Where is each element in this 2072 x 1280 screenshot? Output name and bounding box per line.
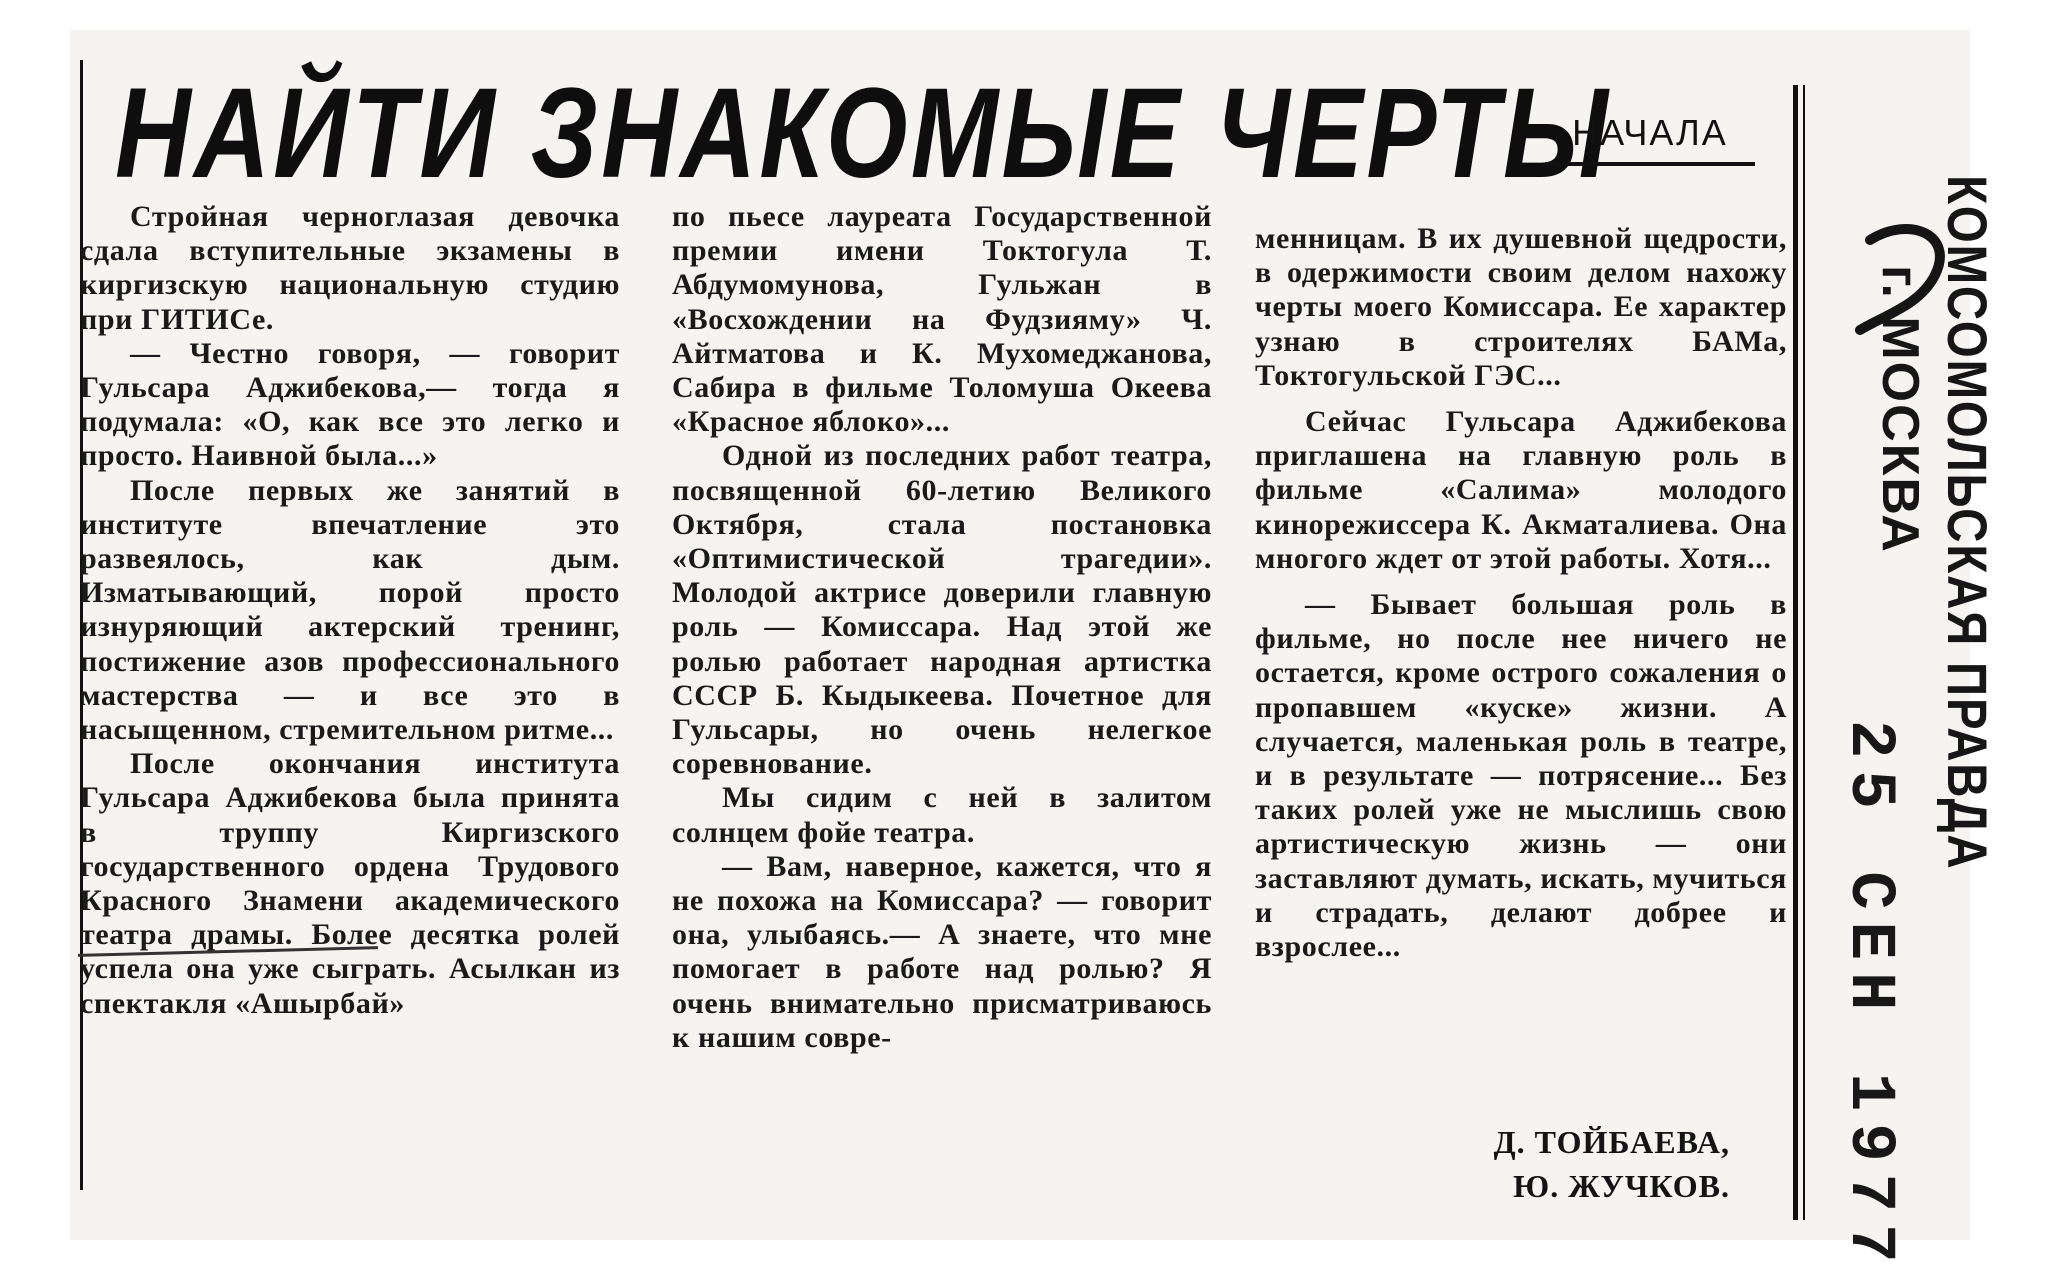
paragraph: по пьесе лауреата Государственной премии имени Токтогула Т. Абдумомунова, Гульжан в «Восхождении на Фудзияму» Ч. Айтматова и К. Мухомеджанова, Сабира в фильме Толомуша Океева «Красное яблоко»... — [672, 200, 1212, 439]
paragraph: менницам. В их душевной щедрости, в одержимости своим делом нахожу черты моего Комиссара. Ее характер узнаю в строителях БАМа, Токтогульской ГЭС... — [1255, 222, 1787, 392]
article-column-1 — [80, 200, 620, 1021]
column-rule-right-thin — [1803, 85, 1805, 1220]
paragraph: После первых же занятий в институте впечатление это развеялось, как дым. Изматывающий, порой просто изнуряющий актерский тренинг, постижение азов профессионального мастерства — и все это в насыщенном, стремительном ритме... — [80, 473, 620, 747]
paragraph: — Вам, наверное, кажется, что я не похожа на Комиссара? — говорит она, улыбаясь.— А знаете, что мне помогает в работе над ролью? Я очень внимательно присматриваюсь к нашим совре- — [672, 849, 1212, 1054]
handwritten-mark — [1840, 220, 1980, 360]
paragraph: Стройная черноглазая девочка сдала вступительные экзамены в киргизскую национальную студию при ГИТИСе. — [80, 200, 620, 336]
author-name: Ю. ЖУЧКОВ. — [1513, 1168, 1730, 1204]
stamp-city: г. МОСКВА — [1871, 265, 1929, 554]
author-signature — [1400, 1120, 1730, 1208]
author-name: Д. ТОЙБАЕВА, — [1493, 1124, 1730, 1160]
paragraph: — Бывает большая роль в фильме, но после нее ничего не остается, кроме острого сожаления о пропавшем «куске» жизни. А случается, маленькая роль в театре, и в результате — потрясение... Без таких ролей уже не мыслишь свою артистическую жизнь — они заставляют думать, искать, мучиться и страдать, делают добрее и взрослее... — [1255, 588, 1787, 964]
rubric-label: НАЧАЛА — [1545, 112, 1755, 166]
paragraph: Мы сидим с ней в залитом солнцем фойе театра. — [672, 781, 1212, 849]
paragraph: — Честно говоря, — говорит Гульсара Аджибекова,— тогда я подумала: «О, как все это легко и просто. Наивной была...» — [80, 336, 620, 473]
column-rule-right — [1793, 85, 1798, 1220]
stamp-date: 25 СЕН 1977 — [1833, 720, 1905, 1275]
paragraph: Одной из последних работ театра, посвященной 60-летию Великого Октября, стала постановка «Оптимистической трагедии». Молодой актрисе доверили главную роль — Комиссара. Над этой же ролью работает народная артистка СССР Б. Кыдыкеева. Почетное для Гульсары, но очень нелегкое соревнование. — [672, 439, 1212, 781]
article-column-3 — [1255, 222, 1787, 964]
article-headline: НАЙТИ ЗНАКОМЫЕ ЧЕРТЫ — [115, 62, 1612, 205]
paragraph: После окончания института Гульсара Аджибекова была принята в труппу Киргизского государственного ордена Трудового Красного Знамени академического театра драмы. Более десятка ролей успела она уже сыграть. Асылкан из спектакля «Ашырбай» — [80, 747, 620, 1020]
stamp-newspaper-name: КОМСОМОЛЬСКАЯ ПРАВДА — [1936, 175, 1999, 871]
paragraph: Сейчас Гульсара Аджибекова приглашена на главную роль в фильме «Салима» молодого кинорежиссера К. Акматалиева. Она многого ждет от этой работы. Хотя... — [1255, 405, 1787, 575]
article-column-2 — [672, 200, 1212, 1055]
